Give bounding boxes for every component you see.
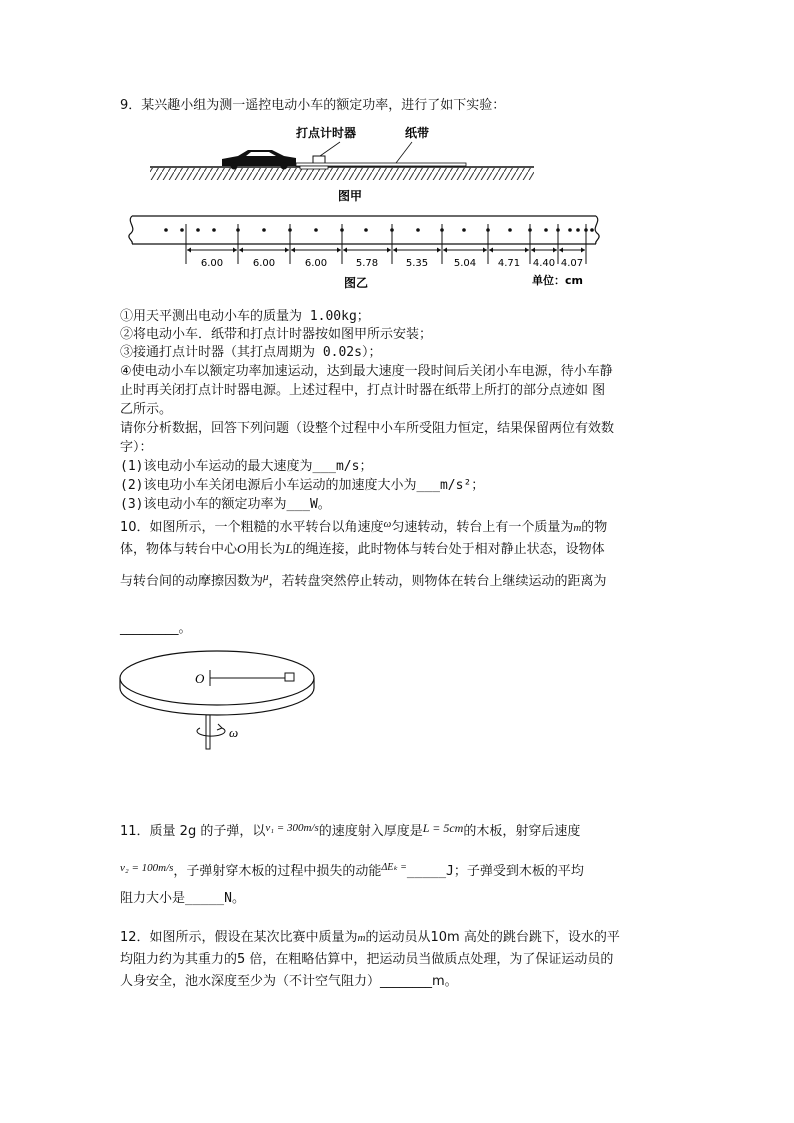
timer-label: 打点计时器 xyxy=(296,126,357,140)
q9-step4-line2: 止时再关闭打点计时器电源。上述过程中，打点计时器在纸带上所打的部分点迹如 图 xyxy=(120,383,606,398)
q9-ask-line2: 字）： xyxy=(120,440,153,455)
q9-intro: 9．某兴趣小组为测一遥控电动小车的额定功率，进行了如下实验： xyxy=(120,98,506,113)
segment-length-label: 4.07 xyxy=(560,258,584,269)
q9-sub3: (3)该电动小车的额定功率为___W。 xyxy=(120,497,331,512)
tape xyxy=(296,163,466,166)
q9-step1: ①用天平测出电动小车的质量为 1.00kg； xyxy=(120,309,370,324)
tape-dot xyxy=(314,228,318,232)
m-symbol: m xyxy=(573,522,582,534)
tape-pointer xyxy=(396,142,412,163)
O-symbol: O xyxy=(237,541,247,556)
block-icon xyxy=(285,673,294,681)
q12-line2: 均阻力约为其重力的5 倍，在粗略估算中，把运动员当做质点处理，为了保证运动员的 xyxy=(120,952,614,967)
turntable-figure xyxy=(118,648,318,750)
tape-dot xyxy=(212,228,216,232)
tape-strip xyxy=(129,216,599,269)
tape-dot xyxy=(462,228,466,232)
tape-label: 纸带 xyxy=(405,126,430,140)
tape-dot xyxy=(262,228,266,232)
segment-length-label: 5.35 xyxy=(405,258,429,269)
q11-line2: $^{v_2 = 100m/s}$，子弹射穿木板的过程中损失的动能$^{\Delta E_k =}$_____J；子弹受到木板的平均 xyxy=(120,862,584,879)
q11-line1: 11．质量 2g 的子弹，以$^{v_1 = 300m/s}$的速度射入厚度是L = 5cm的木板，射穿后速度 xyxy=(120,821,581,839)
segment-length-label: 4.71 xyxy=(497,258,521,269)
figure-a xyxy=(150,122,550,204)
tape-dot xyxy=(416,228,420,232)
q9-step4-line1: ④使电动小车以额定功率加速运动，达到最大速度一段时间后关闭小车电源，待小车静 xyxy=(120,364,613,379)
omega-symbol: ω xyxy=(383,518,392,530)
q10-line3: 与转台间的动摩擦因数为$^\mu$，若转盘突然停止转动，则物体在转台上继续运动的距离为 xyxy=(120,571,607,589)
omega-label: ω xyxy=(229,725,239,740)
mu-symbol: μ xyxy=(263,571,269,583)
segment-length-label: 6.00 xyxy=(252,258,276,269)
figure-b xyxy=(126,210,606,292)
m-symbol: m xyxy=(357,932,366,944)
q10-line2: 体，物体与转台中心O用长为L的绳连接，此时物体与转台处于相对静止状态，设物体 xyxy=(120,541,605,557)
segment-length-label: 5.04 xyxy=(453,258,477,269)
tape-dot xyxy=(568,228,572,232)
figure-b-caption: 图乙 xyxy=(344,276,369,290)
ground-hatch xyxy=(150,168,534,180)
axle xyxy=(206,715,210,749)
tape-dot xyxy=(544,228,548,232)
tape-dot xyxy=(508,228,512,232)
L-symbol: L xyxy=(285,541,293,556)
q9-ask-line1: 请你分析数据，回答下列问题（设整个过程中小车所受阻力恒定，结果保留两位有效数 xyxy=(120,421,615,436)
figure-a-caption: 图甲 xyxy=(338,189,363,203)
q12-line1: 12．如图所示，假设在某次比赛中质量为m的运动员从10m 高处的跳台跳下，设水的平 xyxy=(120,930,620,945)
dEk-formula: ΔEₖ = xyxy=(381,862,407,873)
tape-dot xyxy=(590,228,594,232)
tape-right-end xyxy=(595,216,599,244)
q9-step2: ②将电动小车．纸带和打点计时器按如图甲所示安装； xyxy=(120,327,433,342)
q9-step3: ③接通打点计时器（其打点周期为 0.02s）； xyxy=(120,345,382,360)
tape-dot xyxy=(576,228,580,232)
unit-label: 单位：cm xyxy=(532,274,583,287)
v1-formula: v₁ = 300m/s xyxy=(265,822,319,834)
segment-length-label: 6.00 xyxy=(304,258,328,269)
q9-step4-line3: 乙所示。 xyxy=(120,402,173,417)
segment-length-label: 5.78 xyxy=(355,258,379,269)
segment-length-label: 4.40 xyxy=(532,258,556,269)
q9-sub2: (2)该电功小车关闭电源后小车运动的加速度大小为___m/s²； xyxy=(120,478,485,493)
q11-line3: 阻力大小是_____N。 xyxy=(120,891,245,906)
q12-line3: 人身安全，池水深度至少为（不计空气阻力）________m。 xyxy=(120,974,458,989)
tape-dot xyxy=(164,228,168,232)
tape-left-end xyxy=(129,216,133,244)
q9-sub1: (1)该电动小车运动的最大速度为___m/s； xyxy=(120,459,373,474)
q10-line1: 10．如图所示，一个粗糙的水平转台以角速度$^\omega$匀速转动，转台上有一个质量为m的物 xyxy=(120,518,608,535)
L-formula: L = 5cm xyxy=(422,821,464,835)
center-O-label: O xyxy=(195,671,205,686)
tape-dot xyxy=(364,228,368,232)
q10-blank: _________。 xyxy=(120,621,192,636)
tape-dot xyxy=(196,228,200,232)
timer-pointer xyxy=(320,142,340,156)
tape-dot xyxy=(180,228,184,232)
v2-formula: v₂ = 100m/s xyxy=(120,862,174,874)
rotation-arrow-icon xyxy=(197,728,225,736)
segment-length-label: 6.00 xyxy=(200,258,224,269)
